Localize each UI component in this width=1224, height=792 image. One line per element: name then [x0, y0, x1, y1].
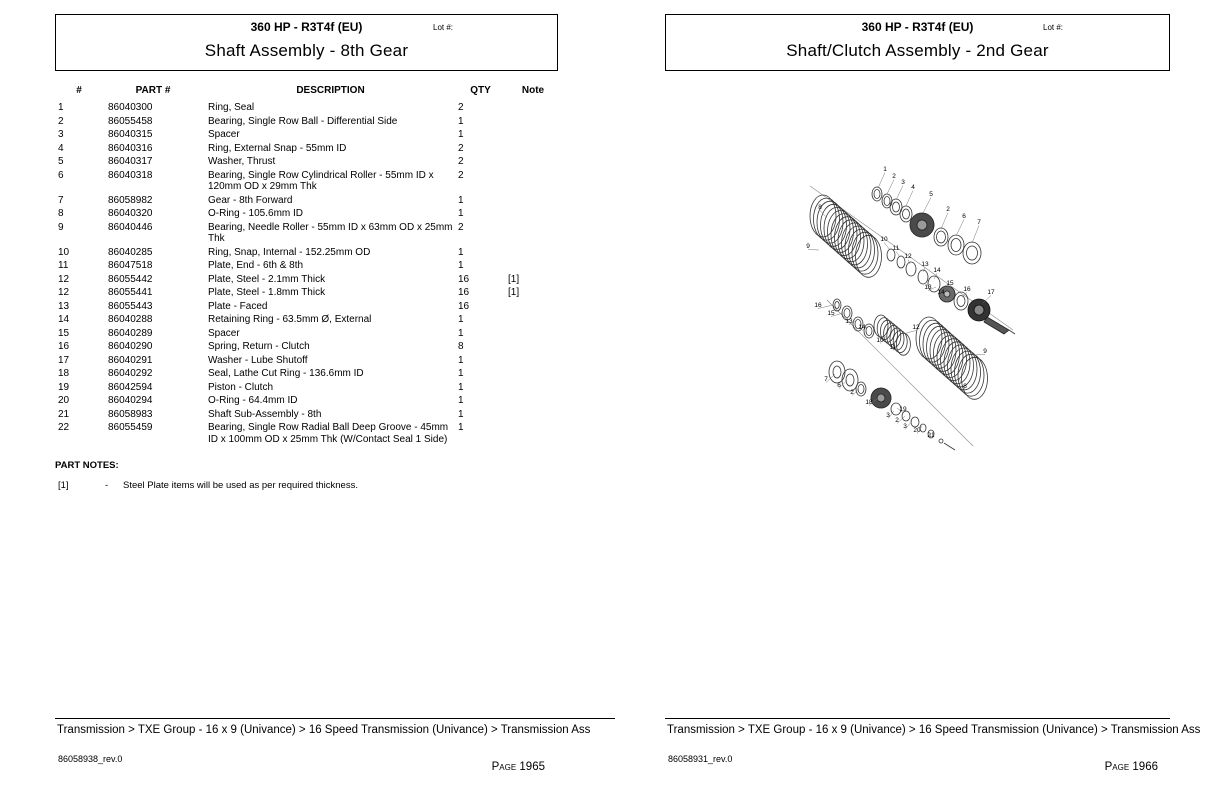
- diagram-callout: 6: [962, 213, 966, 220]
- table-row: [55, 142, 563, 156]
- cell-part-number: 86047518: [108, 260, 153, 271]
- diagram-callout: 9: [983, 348, 987, 355]
- left-doc-number: 86058938_rev.0: [58, 754, 123, 764]
- right-footer-rule: [665, 718, 1170, 719]
- cell-part-number: 86040318: [108, 169, 153, 181]
- table-row: [55, 259, 563, 273]
- table-row: [55, 101, 563, 115]
- cell-qty: 1: [458, 115, 464, 127]
- diagram-callout: 13: [924, 284, 932, 291]
- diagram-callout: 11: [892, 245, 900, 252]
- parts-table-body: [55, 101, 563, 446]
- diagram-callout: 12: [912, 324, 920, 331]
- table-row: [55, 327, 563, 341]
- cell-qty: 1: [458, 422, 464, 433]
- diagram-callout: 11: [889, 344, 897, 351]
- diagram-callout: 5: [929, 191, 933, 198]
- table-row: [55, 207, 563, 221]
- diagram-callout: 18: [865, 399, 873, 406]
- cell-note: [503, 101, 563, 115]
- part-note-dash: -: [105, 480, 109, 491]
- cell-part-number: 86040294: [108, 395, 153, 406]
- cell-note: [503, 194, 563, 208]
- cell-description: Ring, External Snap - 55mm ID: [208, 142, 347, 154]
- cell-qty: 2: [458, 156, 464, 167]
- diagram-callout: 17: [987, 289, 995, 296]
- cell-note: [503, 142, 563, 156]
- cell-note: [1]: [508, 287, 520, 298]
- cell-part-number: 86042594: [108, 381, 153, 393]
- cell-note: [503, 408, 563, 422]
- col-header-num: #: [76, 85, 82, 96]
- diagram-callout: 13: [845, 318, 853, 325]
- cell-qty: 16: [458, 273, 470, 285]
- diagram-parts: [810, 186, 1015, 450]
- cell-num: 19: [58, 381, 70, 393]
- cell-part-number: 86040290: [108, 341, 153, 352]
- part-note-ref: [1]: [58, 480, 69, 491]
- table-row: [55, 313, 563, 327]
- cell-note: [503, 115, 563, 129]
- cell-description: O-Ring - 64.4mm ID: [208, 395, 298, 406]
- cell-part-number: 86055443: [108, 300, 153, 312]
- diagram-callout: 20: [913, 427, 921, 434]
- cell-num: 22: [58, 422, 70, 433]
- diagram-callout: 12: [904, 253, 912, 260]
- left-footer-rule: [55, 718, 615, 719]
- cell-note: [503, 259, 563, 273]
- cell-qty: 2: [458, 169, 464, 181]
- cell-note: [503, 313, 563, 327]
- left-page-number: [55, 761, 545, 773]
- cell-note: [503, 221, 563, 246]
- cell-num: 16: [58, 341, 70, 352]
- cell-description: Ring, Snap, Internal - 152.25mm OD: [208, 246, 371, 258]
- cell-note: [503, 354, 563, 368]
- table-row: [55, 408, 563, 422]
- cell-note: [503, 128, 563, 142]
- diagram-callout: 15: [827, 310, 835, 317]
- col-header-note: Note: [521, 85, 545, 96]
- cell-qty: 1: [458, 208, 464, 219]
- cell-description: Gear - 8th Forward: [208, 194, 293, 206]
- cell-qty: 1: [458, 381, 464, 393]
- exploded-assembly-diagram: [795, 158, 1055, 453]
- cell-qty: 1: [458, 327, 464, 339]
- cell-num: 3: [58, 129, 64, 140]
- col-header-desc: DESCRIPTION: [296, 85, 365, 96]
- left-page-title: Shaft Assembly - 8th Gear: [204, 41, 409, 60]
- table-row: [55, 340, 563, 354]
- cell-num: 21: [58, 408, 70, 420]
- cell-num: 12: [58, 273, 70, 285]
- cell-num: 10: [58, 246, 70, 258]
- right-model-title: 360 HP - R3T4f (EU): [861, 20, 974, 34]
- cell-part-number: 86040320: [108, 208, 153, 219]
- cell-note: [503, 381, 563, 395]
- diagram-callout: 14: [937, 289, 945, 296]
- cell-qty: 1: [458, 194, 464, 206]
- left-page-word: Page: [491, 761, 517, 773]
- left-page-num-value: 1965: [519, 761, 545, 773]
- right-breadcrumb: Transmission > TXE Group - 16 x 9 (Univance) > 16 Speed Transmission (Univance) > Transmission Ass: [667, 724, 1201, 736]
- right-page-header-box: [665, 14, 1170, 71]
- cell-num: 1: [58, 102, 64, 113]
- cell-part-number: 86055459: [108, 422, 153, 433]
- cell-num: 14: [58, 314, 70, 325]
- cell-description: Plate, Steel - 1.8mm Thick: [208, 287, 326, 298]
- cell-note: [503, 340, 563, 354]
- cell-description: Shaft Sub-Assembly - 8th: [208, 408, 322, 420]
- diagram-callout: 6: [837, 382, 841, 389]
- cell-num: 6: [58, 169, 64, 181]
- part-notes-section: [55, 460, 563, 491]
- cell-description: Spring, Return - Clutch: [208, 341, 310, 352]
- cell-description: Retaining Ring - 63.5mm Ø, External: [208, 314, 372, 325]
- cell-description: Washer, Thrust: [208, 156, 276, 167]
- cell-num: 9: [58, 221, 64, 233]
- cell-part-number: 86040446: [108, 221, 153, 233]
- cell-description: Piston - Clutch: [208, 381, 274, 393]
- cell-description: Plate - Faced: [208, 300, 268, 312]
- cell-part-number: 86040300: [108, 102, 153, 113]
- table-row: [55, 381, 563, 395]
- left-lot-label: Lot #:: [433, 23, 454, 32]
- left-page-header-box: [55, 14, 558, 71]
- cell-description: Bearing, Needle Roller - 55mm ID x 63mm OD x 25mm Thk: [208, 221, 453, 244]
- cell-note: [503, 394, 563, 408]
- cell-num: 18: [58, 368, 70, 379]
- cell-qty: 1: [458, 408, 464, 420]
- diagram-callout: 16: [814, 302, 822, 309]
- cell-num: 13: [58, 300, 70, 312]
- diagram-callout: 2: [892, 173, 896, 180]
- table-row: [55, 221, 563, 246]
- diagram-callout: 2: [895, 417, 899, 424]
- cell-qty: 16: [458, 287, 470, 298]
- diagram-callout: 3: [903, 423, 907, 430]
- part-note-text: Steel Plate items will be used as per required thickness.: [123, 480, 358, 491]
- table-row: [55, 394, 563, 408]
- cell-note: [503, 155, 563, 169]
- col-header-qty: QTY: [470, 85, 491, 96]
- cell-description: Spacer: [208, 129, 240, 140]
- right-doc-number: 86058931_rev.0: [668, 754, 733, 764]
- cell-qty: 2: [458, 221, 464, 233]
- cell-qty: 1: [458, 314, 464, 325]
- cell-note: [503, 246, 563, 260]
- cell-qty: 1: [458, 368, 464, 379]
- col-header-part: PART #: [135, 85, 171, 96]
- part-notes-heading: PART NOTES:: [55, 460, 119, 471]
- part-note-row: [55, 480, 563, 491]
- diagram-callout: 2: [850, 389, 854, 396]
- parts-table: [55, 85, 563, 446]
- diagram-callout: 10: [880, 236, 888, 243]
- cell-part-number: 86040289: [108, 327, 153, 339]
- diagram-callout: 14: [858, 324, 866, 331]
- right-lot-label: Lot #:: [1043, 23, 1064, 32]
- cell-part-number: 86040288: [108, 314, 153, 325]
- cell-num: 8: [58, 208, 64, 219]
- cell-qty: 1: [458, 260, 464, 271]
- diagram-callout: 14: [933, 267, 941, 274]
- diagram-callout: 15: [946, 280, 954, 287]
- diagram-callout: 7: [977, 219, 981, 226]
- diagram-callout: 7: [824, 376, 828, 383]
- table-row: [55, 300, 563, 314]
- cell-num: 12: [58, 287, 70, 298]
- cell-description: Bearing, Single Row Radial Ball Deep Groove - 45mm ID x 100mm OD x 25mm Thk (W/Contact Seal 1 Side): [208, 422, 449, 445]
- left-breadcrumb: Transmission > TXE Group - 16 x 9 (Univance) > 16 Speed Transmission (Univance) > Transmission Ass: [57, 724, 591, 736]
- cell-part-number: 86055458: [108, 115, 153, 127]
- cell-num: 20: [58, 395, 70, 406]
- cell-description: Plate, Steel - 2.1mm Thick: [208, 273, 326, 285]
- cell-description: Plate, End - 6th & 8th: [208, 260, 304, 271]
- table-row: [55, 246, 563, 260]
- cell-qty: 1: [458, 395, 464, 406]
- cell-part-number: 86058982: [108, 194, 153, 206]
- diagram-callout: 13: [921, 261, 929, 268]
- table-row: [55, 128, 563, 142]
- cell-num: 17: [58, 354, 70, 366]
- diagram-callout: 3: [886, 412, 890, 419]
- right-page-number: [665, 761, 1158, 773]
- cell-part-number: 86040292: [108, 368, 153, 379]
- cell-qty: 2: [458, 102, 464, 113]
- cell-description: Spacer: [208, 327, 240, 339]
- diagram-callout: 2: [946, 206, 950, 213]
- cell-qty: 2: [458, 142, 464, 154]
- table-row: [55, 273, 563, 287]
- cell-num: 11: [58, 260, 69, 271]
- table-row: [55, 286, 563, 300]
- table-row: [55, 194, 563, 208]
- parts-table-header: [55, 85, 563, 101]
- left-model-title: 360 HP - R3T4f (EU): [250, 20, 363, 34]
- cell-num: 2: [58, 115, 64, 127]
- cell-note: [503, 327, 563, 341]
- diagram-callout: 8: [963, 383, 967, 390]
- cell-num: 4: [58, 142, 64, 154]
- diagram-callout: 19: [899, 406, 907, 413]
- table-row: [55, 421, 563, 446]
- cell-part-number: 86055442: [108, 273, 153, 285]
- table-row: [55, 169, 563, 194]
- cell-note: [503, 169, 563, 194]
- diagram-callout: 9: [806, 243, 810, 250]
- cell-note: [503, 300, 563, 314]
- cell-description: Seal, Lathe Cut Ring - 136.6mm ID: [208, 368, 364, 379]
- cell-note: [1]: [508, 273, 520, 285]
- table-row: [55, 115, 563, 129]
- table-row: [55, 155, 563, 169]
- cell-part-number: 86040285: [108, 246, 153, 258]
- cell-part-number: 86040315: [108, 129, 153, 140]
- cell-description: Washer - Lube Shutoff: [208, 354, 308, 366]
- cell-qty: 16: [458, 300, 470, 312]
- diagram-callout: 4: [911, 184, 915, 191]
- diagram-callout: 1: [883, 166, 887, 173]
- cell-num: 15: [58, 327, 70, 339]
- cell-qty: 1: [458, 354, 464, 366]
- cell-description: Bearing, Single Row Ball - Differential Side: [208, 115, 398, 127]
- cell-qty: 8: [458, 341, 464, 352]
- diagram-callout: 3: [901, 179, 905, 186]
- cell-part-number: 86055441: [108, 287, 153, 298]
- cell-note: [503, 367, 563, 381]
- right-page-title: Shaft/Clutch Assembly - 2nd Gear: [786, 41, 1049, 60]
- table-row: [55, 367, 563, 381]
- cell-description: Ring, Seal: [208, 102, 255, 113]
- diagram-callout: 16: [963, 286, 971, 293]
- cell-note: [503, 421, 563, 446]
- right-page-word: Page: [1104, 761, 1130, 773]
- cell-note: [503, 207, 563, 221]
- right-page-num-value: 1966: [1132, 761, 1158, 773]
- cell-part-number: 86058983: [108, 408, 153, 420]
- diagram-callout: 10: [876, 337, 884, 344]
- cell-qty: 1: [458, 129, 464, 140]
- cell-num: 7: [58, 194, 64, 206]
- diagram-callout: 21: [927, 432, 935, 439]
- table-row: [55, 354, 563, 368]
- cell-description: Bearing, Single Row Cylindrical Roller - 55mm ID x 120mm OD x 29mm Thk: [208, 169, 434, 192]
- cell-qty: 1: [458, 246, 464, 258]
- cell-description: O-Ring - 105.6mm ID: [208, 208, 304, 219]
- diagram-callout: 8: [818, 204, 822, 211]
- left-parts-table-section: [55, 85, 563, 491]
- cell-part-number: 86040316: [108, 142, 153, 154]
- cell-part-number: 86040317: [108, 156, 153, 167]
- cell-num: 5: [58, 156, 64, 167]
- cell-part-number: 86040291: [108, 354, 153, 366]
